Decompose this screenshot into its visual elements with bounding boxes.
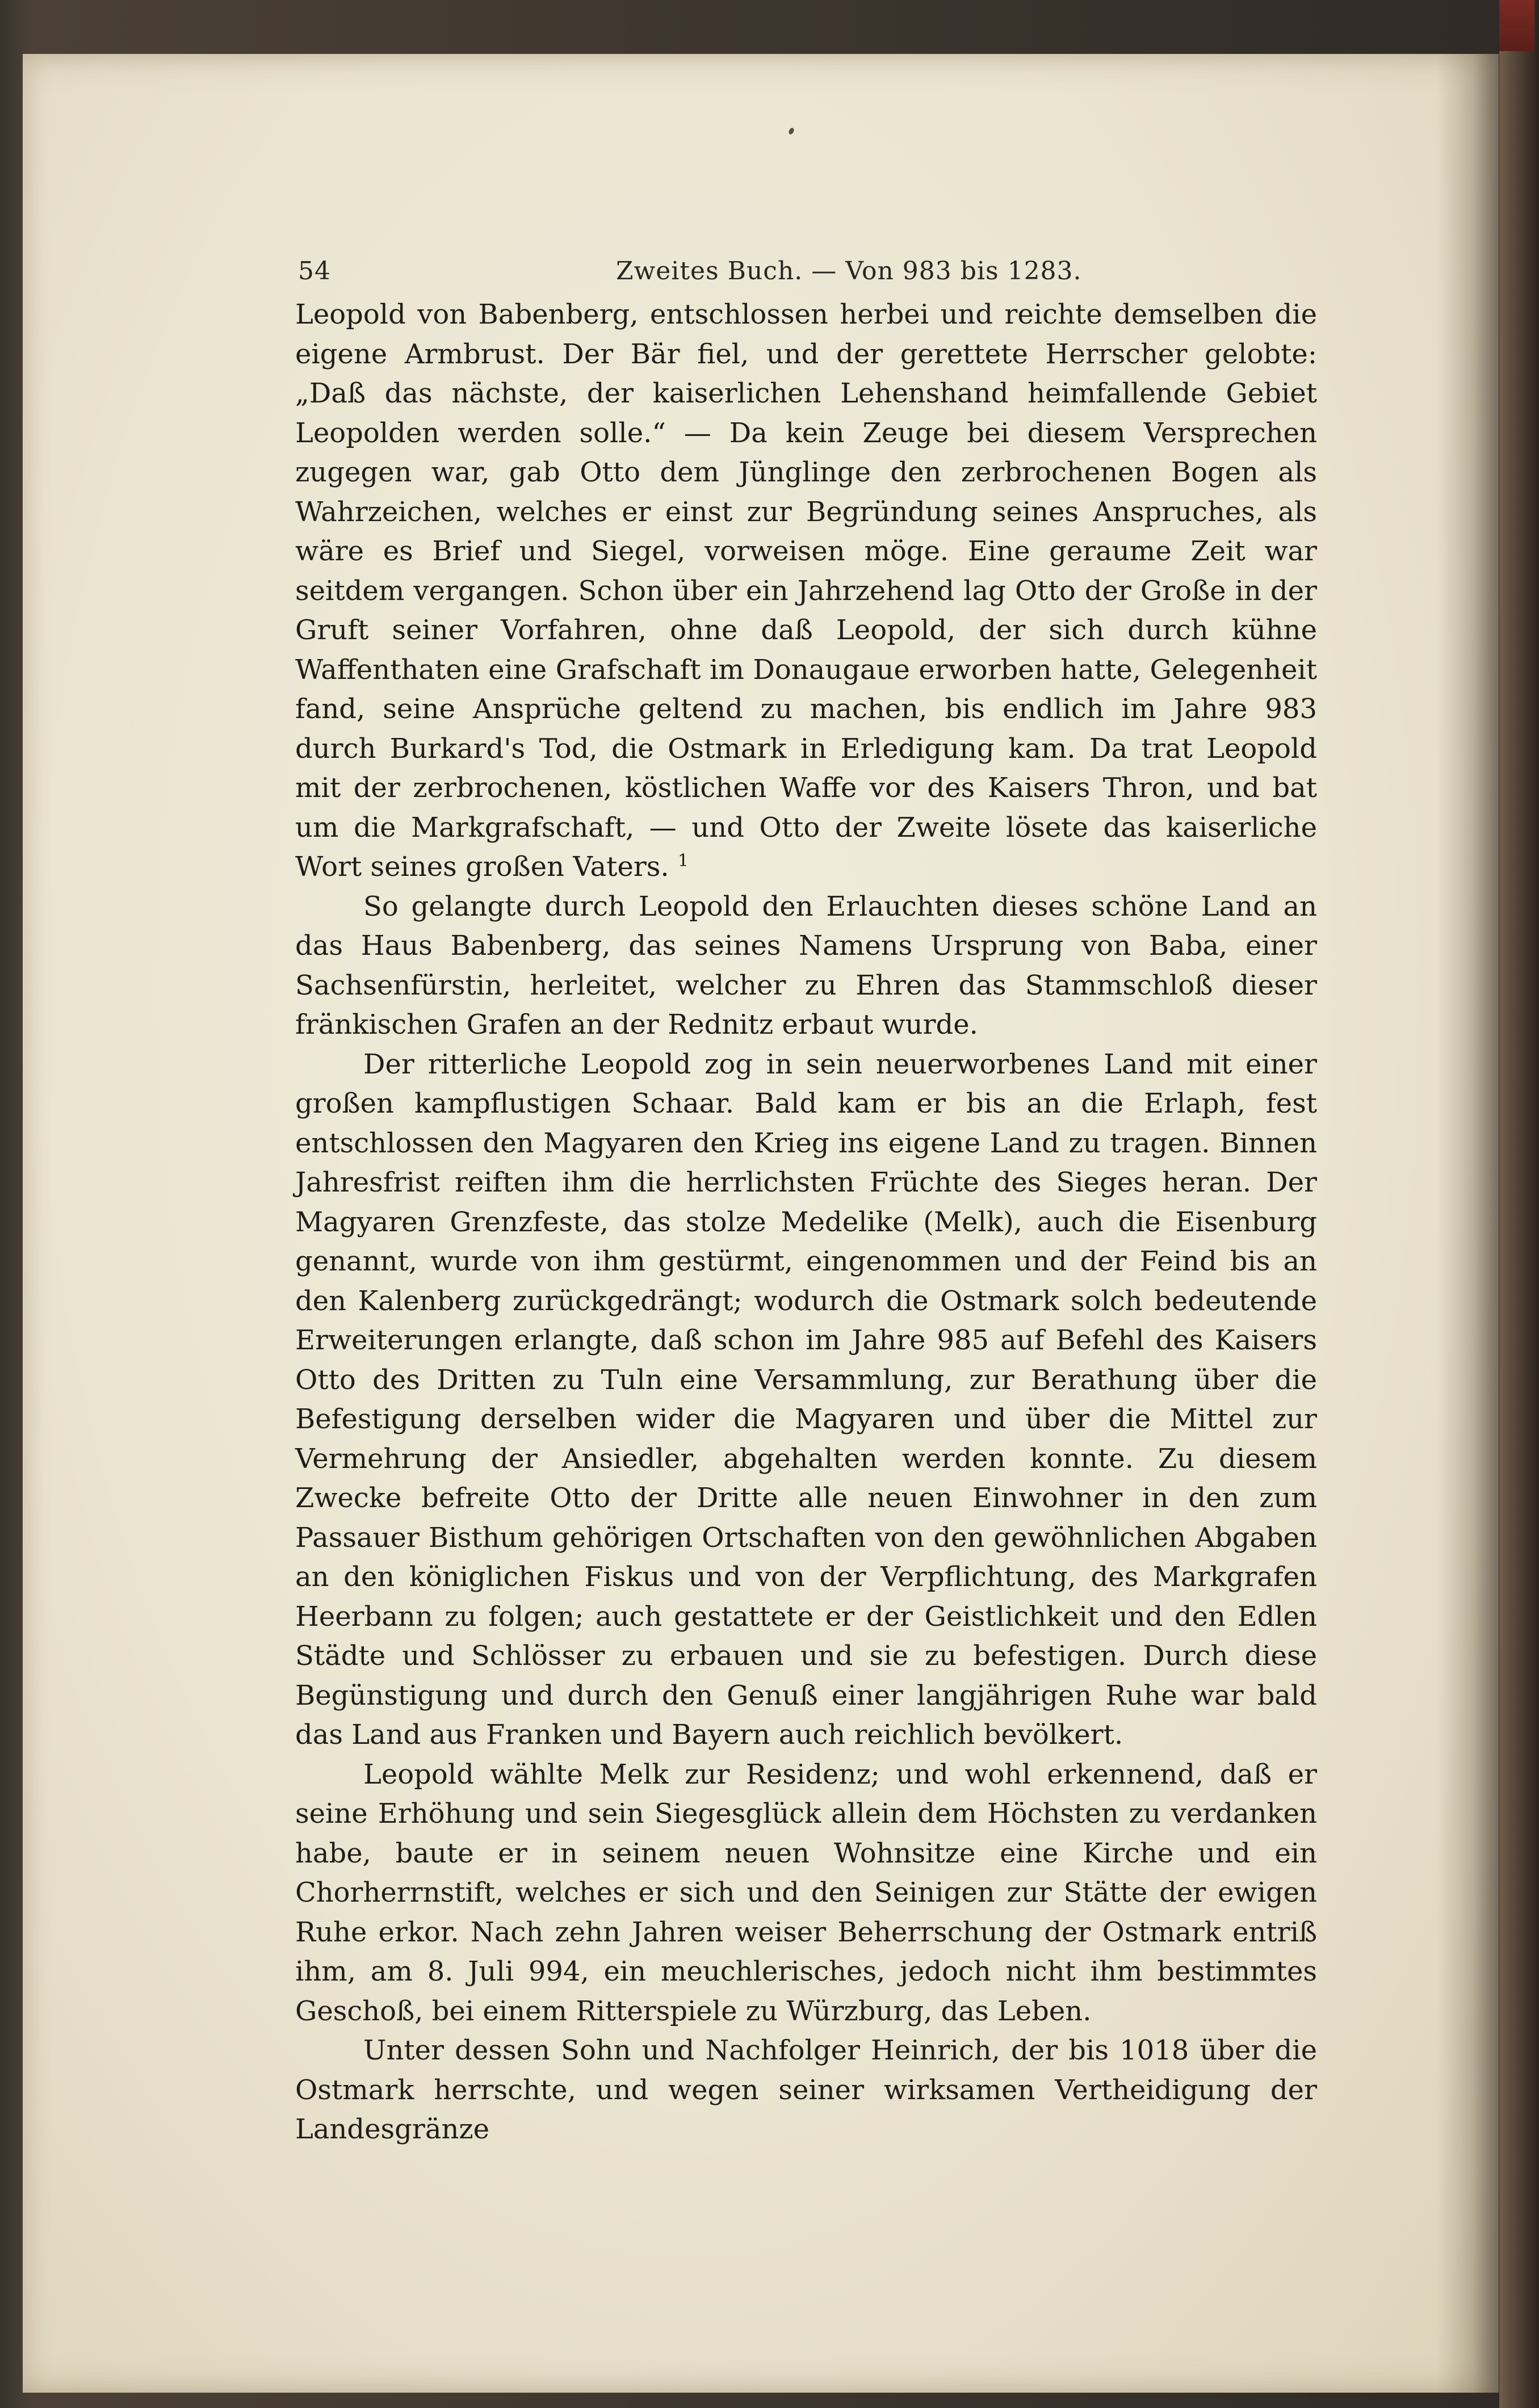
paragraph-1-text: Leopold von Babenberg, entschlossen herbei und reichte demselben die eigene Armbrust. Der Bär fiel, und der gerettete Herrscher gelobte: „Daß das nächste, der kaiserlichen Lehenshand heimfallende Gebiet Leopolden werden solle.“ — Da kein Zeuge bei diesem Versprechen zugegen war, gab Otto dem Jünglinge den zerbrochenen Bogen als Wahrzeichen, welches er einst zur Begründung seines Anspruches, als wäre es Brief und Siegel, vorweisen möge. Eine geraume Zeit war seitdem vergangen. Schon über ein Jahrzehend lag Otto der Große in der Gruft seiner Vorfahren, ohne daß Leopold, der sich durch kühne Waffenthaten eine Grafschaft im Donaugaue erworben hatte, Gelegenheit fand, seine Ansprüche geltend zu machen, bis endlich im Jahre 983 durch Burkard's Tod, die Ostmark in Erledigung kam. Da trat Leopold mit der zerbrochenen, köstlichen Waffe vor des Kaisers Thron, und bat um die Markgrafschaft, — und Otto der Zweite lösete das kaiserliche Wort seines großen Vaters. [295,299,1317,883]
spine-binding-mark [1499,0,1534,51]
paragraph-5: Unter dessen Sohn und Nachfolger Heinrich, der bis 1018 über die Ostmark herrschte, und wegen seiner wirksamen Vertheidigung der Landesgränze [295,2034,1317,2145]
page-number: 54 [298,257,331,286]
running-title: Zweites Buch. — Von 983 bis 1283. [616,257,1082,286]
running-header [298,257,1331,296]
page-gutter-shadow [1436,54,1499,2393]
paragraph-4: Leopold wählte Melk zur Residenz; und wohl erkennend, daß er seine Erhöhung und sein Siegesglück allein dem Höchsten zu verdanken habe, baute er in seinem neuen Wohnsitze eine Kirche und ein Chorherrnstift, welches er sich und den Seinigen zur Stätte der ewigen Ruhe erkor. Nach zehn Jahren weiser Beherrschung der Ostmark entriß ihm, am 8. Juli 994, ein meuchlerisches, jedoch nicht ihm bestimmtes Geschoß, bei einem Ritterspiele zu Würzburg, das Leben. [295,1758,1317,2027]
footnote-marker: 1 [677,851,689,871]
paragraph-2: So gelangte durch Leopold den Erlauchten dieses schöne Land an das Haus Babenberg, das seines Namens Ursprung von Baba, einer Sachsenfürstin, herleitet, welcher zu Ehren das Stammschloß dieser fränkischen Grafen an der Rednitz erbaut wurde. [295,890,1317,1041]
book-spine [1499,0,1539,2408]
paragraph-3: Der ritterliche Leopold zog in sein neuerworbenes Land mit einer großen kampflustigen Schaar. Bald kam er bis an die Erlaph, fest entschlossen den Magyaren den Krieg ins eigene Land zu tragen. Binnen Jahresfrist reiften ihm die herrlichsten Früchte des Sieges heran. Der Magyaren Grenzfeste, das stolze Medelike (Melk), auch die Eisenburg genannt, wurde von ihm gestürmt, eingenommen und der Feind bis an den Kalenberg zurückgedrängt; wodurch die Ostmark solch bedeutende Erweiterungen erlangte, daß schon im Jahre 985 auf Befehl des Kaisers Otto des Dritten zu Tuln eine Versammlung, zur Berathung über die Befestigung derselben wider die Magyaren und über die Mittel zur Vermehrung der Ansiedler, abgehalten werden konnte. Zu diesem Zwecke befreite Otto der Dritte alle neuen Einwohner in den zum Passauer Bisthum gehörigen Ortschaften von den gewöhnlichen Abgaben an den königlichen Fiskus und von der Verpflichtung, des Markgrafen Heerbann zu folgen; auch gestattete er der Geistlichkeit und den Edlen Städte und Schlösser zu erbauen und sie zu befestigen. Durch diese Begünstigung und durch den Genuß einer langjährigen Ruhe war bald das Land aus Franken und Bayern auch reichlich bevölkert. [295,1048,1317,1751]
body-text [295,295,1317,2150]
paragraph-1 [295,295,1317,887]
